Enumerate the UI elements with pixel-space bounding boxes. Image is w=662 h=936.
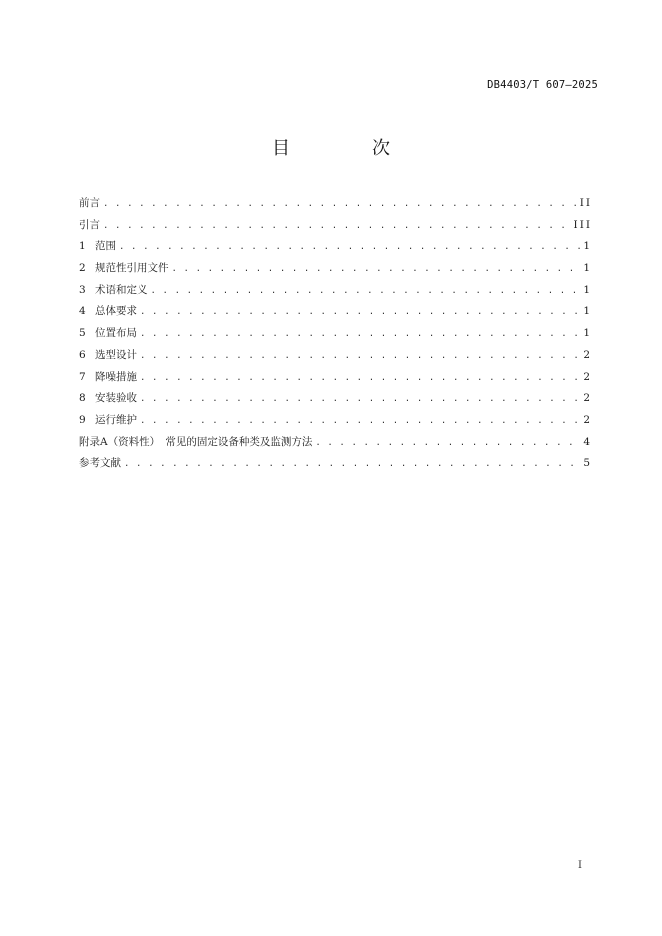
toc-entry-bibliography[interactable] — [79, 457, 592, 479]
dot-leader — [140, 350, 580, 363]
toc-entry-text: 参考文献 — [79, 457, 121, 470]
toc-entry-page: 1 — [583, 327, 592, 340]
dot-leader — [140, 415, 580, 428]
dot-leader — [315, 437, 580, 450]
toc-entry-page: 1 — [583, 305, 592, 318]
toc-entry-page: III — [573, 218, 592, 231]
toc-entry-number: 4 — [79, 305, 86, 318]
table-of-contents — [79, 197, 592, 479]
dot-leader — [103, 220, 571, 233]
toc-entry-number: 1 — [79, 240, 86, 253]
toc-entry-installation-acceptance[interactable] — [79, 392, 592, 414]
dot-leader — [172, 263, 581, 276]
toc-entry-noise-reduction[interactable] — [79, 371, 592, 393]
toc-entry-normative-references[interactable] — [79, 262, 592, 284]
toc-entry-number: 6 — [79, 348, 86, 361]
dot-leader — [124, 458, 580, 471]
toc-entry-scope[interactable] — [79, 240, 592, 262]
page-number: I — [578, 860, 582, 871]
toc-entry-introduction[interactable] — [79, 219, 592, 241]
toc-entry-location-layout[interactable] — [79, 327, 592, 349]
toc-entry-page: 1 — [583, 240, 592, 253]
toc-entry-text: 运行维护 — [95, 413, 137, 426]
dot-leader — [140, 328, 580, 341]
toc-entry-page: 2 — [583, 370, 592, 383]
toc-entry-operation-maintenance[interactable] — [79, 414, 592, 436]
toc-entry-text: 位置布局 — [95, 327, 137, 340]
toc-entry-selection-design[interactable] — [79, 349, 592, 371]
toc-entry-page: 5 — [583, 457, 592, 470]
dot-leader — [140, 393, 580, 406]
dot-leader — [140, 306, 580, 319]
toc-entry-general-requirements[interactable] — [79, 305, 592, 327]
toc-entry-text: 规范性引用文件 — [95, 262, 169, 275]
dot-leader — [103, 198, 577, 211]
toc-entry-number: 3 — [79, 283, 86, 296]
toc-entry-text: 降噪措施 — [95, 370, 137, 383]
toc-entry-foreword[interactable] — [79, 197, 592, 219]
toc-entry-page: 1 — [583, 262, 592, 275]
document-code: DB4403/T 607—2025 — [487, 79, 598, 91]
toc-entry-page: 2 — [583, 348, 592, 361]
toc-entry-terms-definitions[interactable] — [79, 284, 592, 306]
toc-entry-text: 选型设计 — [95, 348, 137, 361]
toc-entry-page: 1 — [583, 283, 592, 296]
toc-entry-page: 4 — [583, 435, 592, 448]
toc-entry-text: 前言 — [79, 197, 100, 209]
toc-entry-text: 附录A（资料性） 常见的固定设备种类及监测方法 — [79, 435, 313, 448]
toc-entry-page: 2 — [583, 413, 592, 426]
dot-leader — [151, 285, 581, 298]
toc-entry-number: 9 — [79, 413, 86, 426]
toc-entry-number: 5 — [79, 327, 86, 340]
toc-entry-number: 8 — [79, 392, 86, 405]
toc-entry-text: 安装验收 — [95, 392, 137, 405]
dot-leader — [140, 372, 580, 385]
toc-entry-text: 引言 — [79, 218, 100, 231]
toc-entry-page: II — [579, 197, 592, 209]
toc-entry-text: 总体要求 — [95, 305, 137, 318]
toc-entry-page: 2 — [583, 392, 592, 405]
toc-entry-number: 2 — [79, 262, 86, 275]
toc-entry-number: 7 — [79, 370, 86, 383]
toc-entry-appendix-a[interactable] — [79, 436, 592, 458]
dot-leader — [119, 241, 580, 254]
toc-entry-text: 术语和定义 — [95, 283, 148, 296]
toc-entry-text: 范围 — [95, 240, 116, 253]
toc-title: 目 次 — [272, 138, 422, 159]
